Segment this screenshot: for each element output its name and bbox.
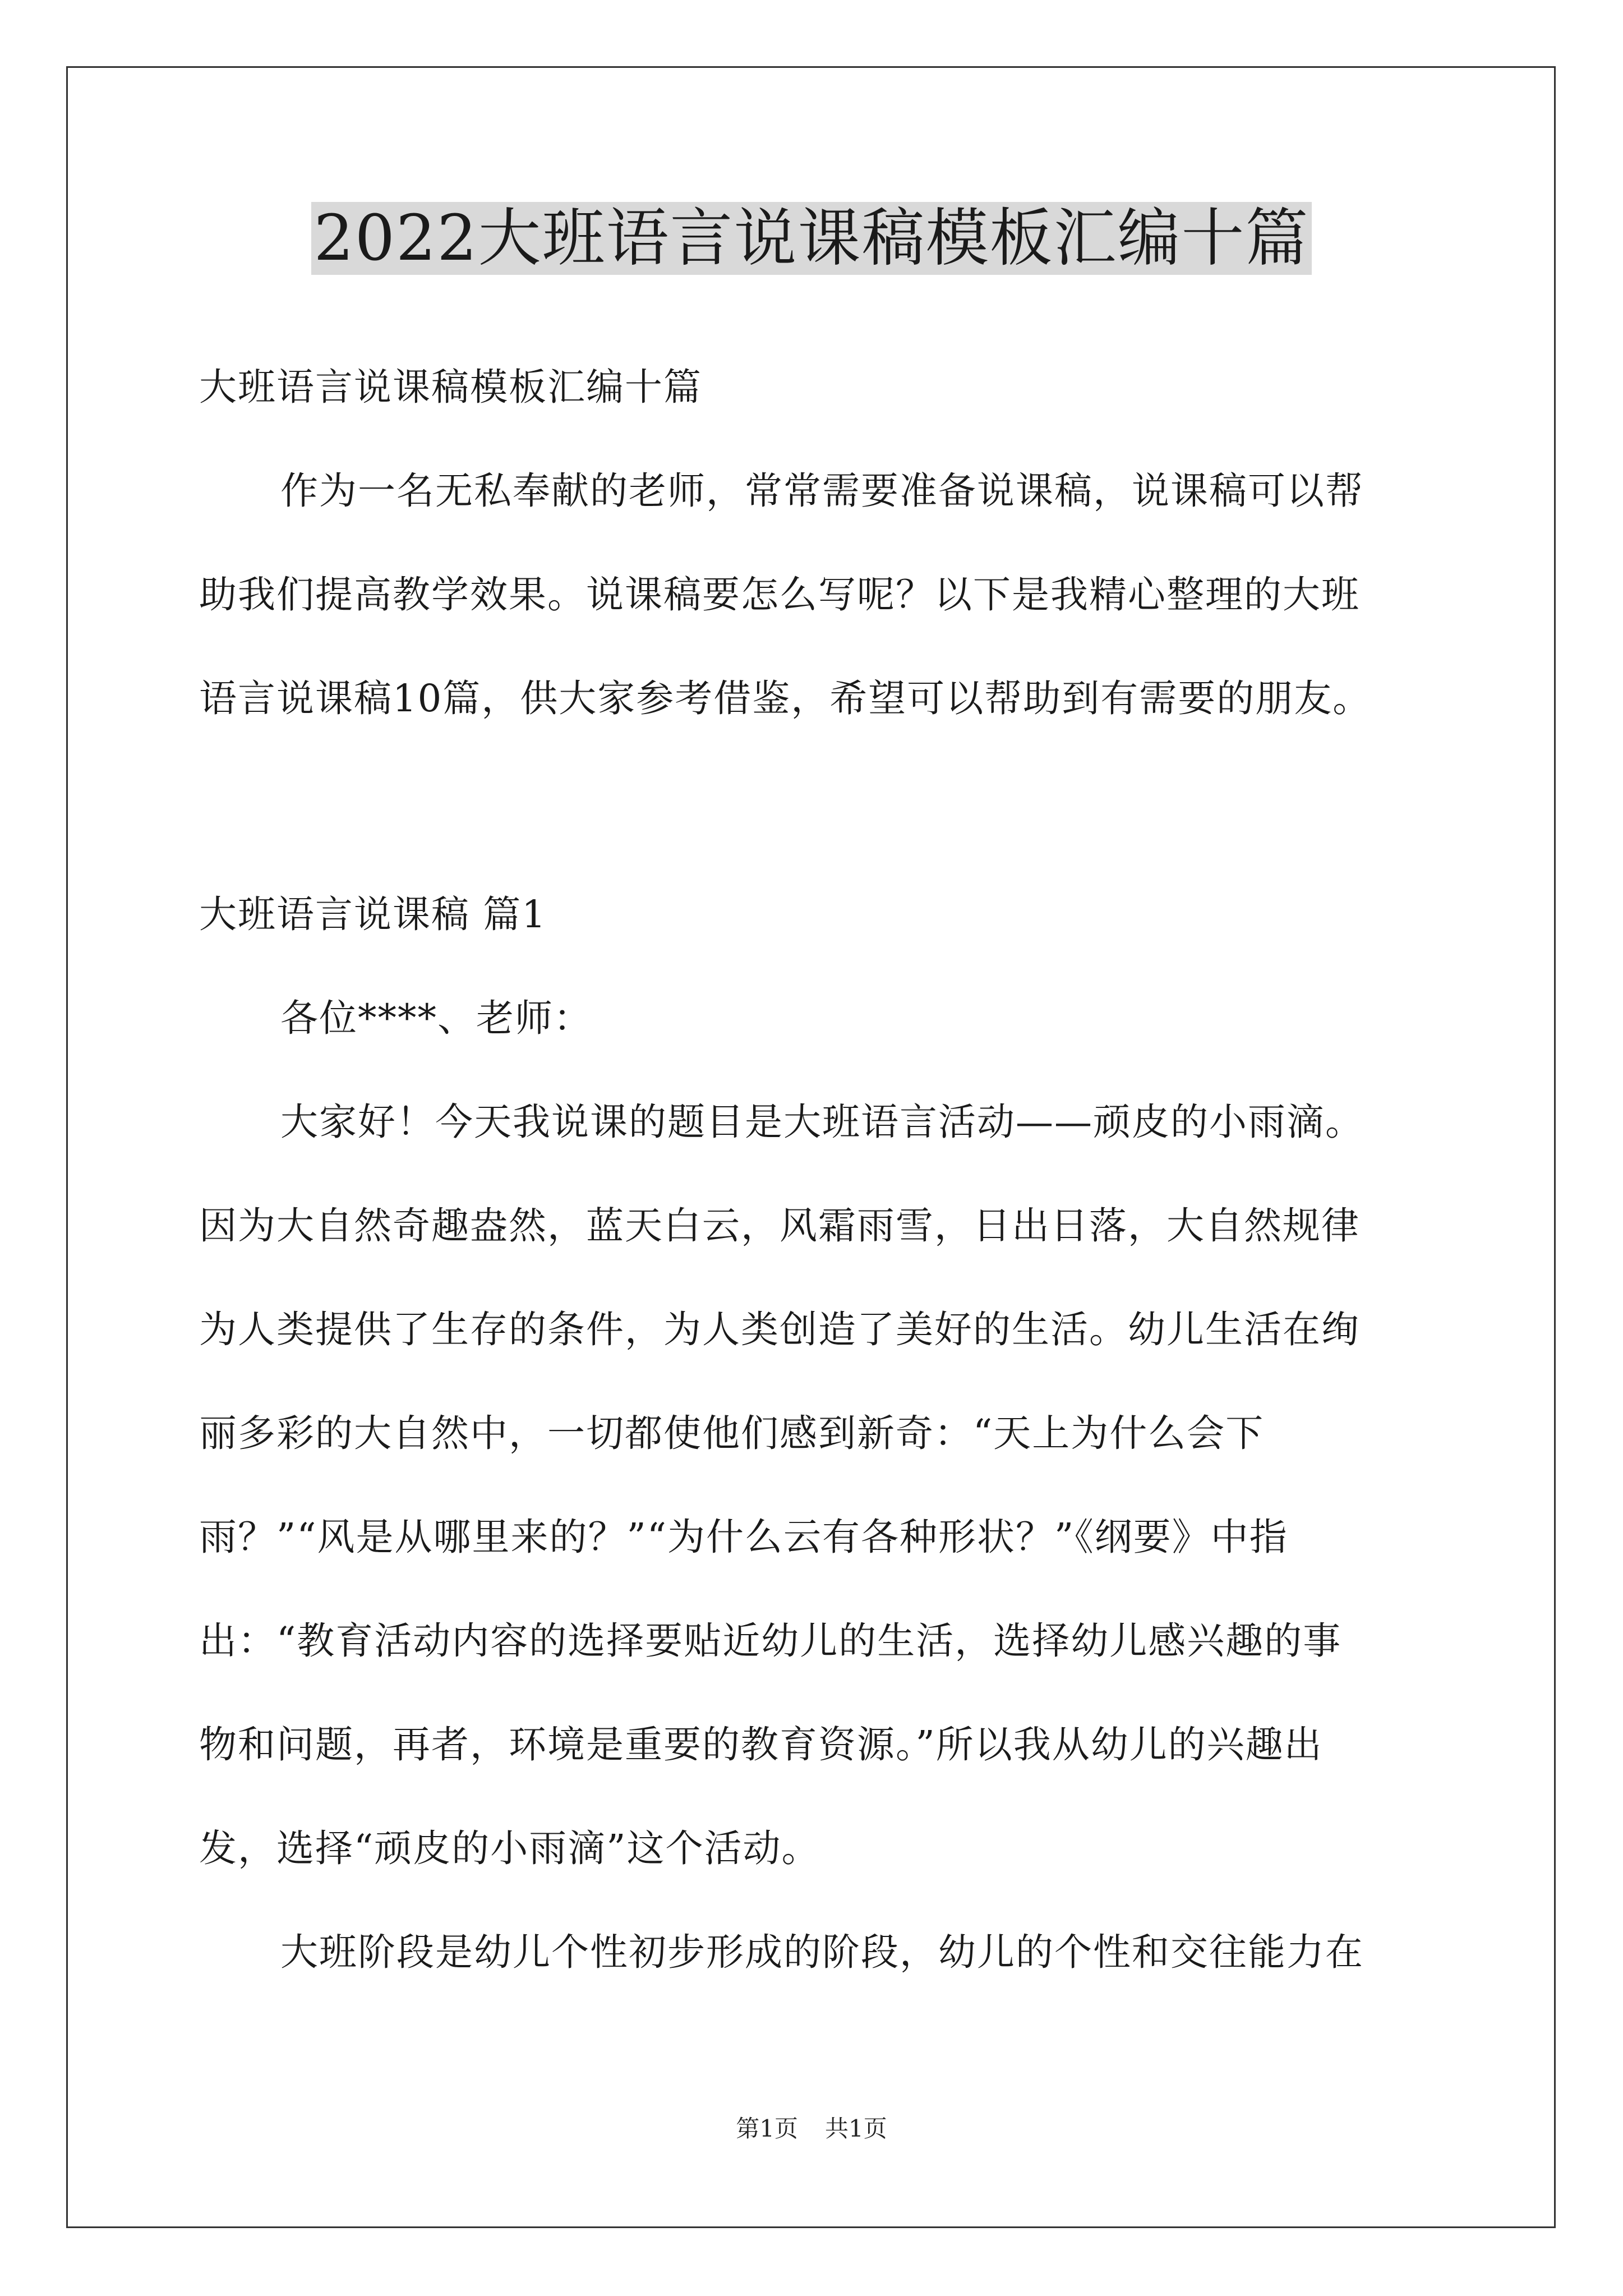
body-line-8: 发，选择“顽皮的小雨滴”这个活动。 <box>199 1826 820 1870</box>
document-title: 2022大班语言说课稿模板汇编十篇 <box>0 199 1623 278</box>
body-line-5: 雨？”“风是从哪里来的？”“为什么云有各种形状？”《纲要》中指 <box>199 1515 1288 1559</box>
body-line-2: 因为大自然奇趣盎然，蓝天白云，风霜雨雪，日出日落，大自然规律 <box>199 1204 1360 1248</box>
section-heading: 大班语言说课稿 篇1 <box>199 892 547 936</box>
greeting: 各位****、老师： <box>280 996 592 1040</box>
page-total: 共1页 <box>825 2115 887 2142</box>
body-line-6: 出：“教育活动内容的选择要贴近幼儿的生活，选择幼儿感兴趣的事 <box>199 1619 1342 1663</box>
body-line-1: 大家好！今天我说课的题目是大班语言活动——顽皮的小雨滴。 <box>280 1100 1364 1144</box>
body-line-3: 为人类提供了生存的条件，为人类创造了美好的生活。幼儿生活在绚 <box>199 1308 1360 1351</box>
body-line-7: 物和问题，再者，环境是重要的教育资源。”所以我从幼儿的兴趣出 <box>199 1723 1323 1766</box>
body-line-9: 大班阶段是幼儿个性初步形成的阶段，幼儿的个性和交往能力在 <box>280 1930 1364 1974</box>
intro-line-2: 助我们提高教学效果。说课稿要怎么写呢？以下是我精心整理的大班 <box>199 573 1360 616</box>
body-line-4: 丽多彩的大自然中，一切都使他们感到新奇：“天上为什么会下 <box>199 1411 1265 1455</box>
page-number: 第1页 <box>736 2115 798 2142</box>
intro-line-3: 语言说课稿10篇，供大家参考借鉴，希望可以帮助到有需要的朋友。 <box>199 677 1372 720</box>
page-footer <box>0 2115 1623 2143</box>
document-subtitle: 大班语言说课稿模板汇编十篇 <box>199 365 702 409</box>
intro-line-1: 作为一名无私奉献的老师，常常需要准备说课稿，说课稿可以帮 <box>280 469 1364 513</box>
